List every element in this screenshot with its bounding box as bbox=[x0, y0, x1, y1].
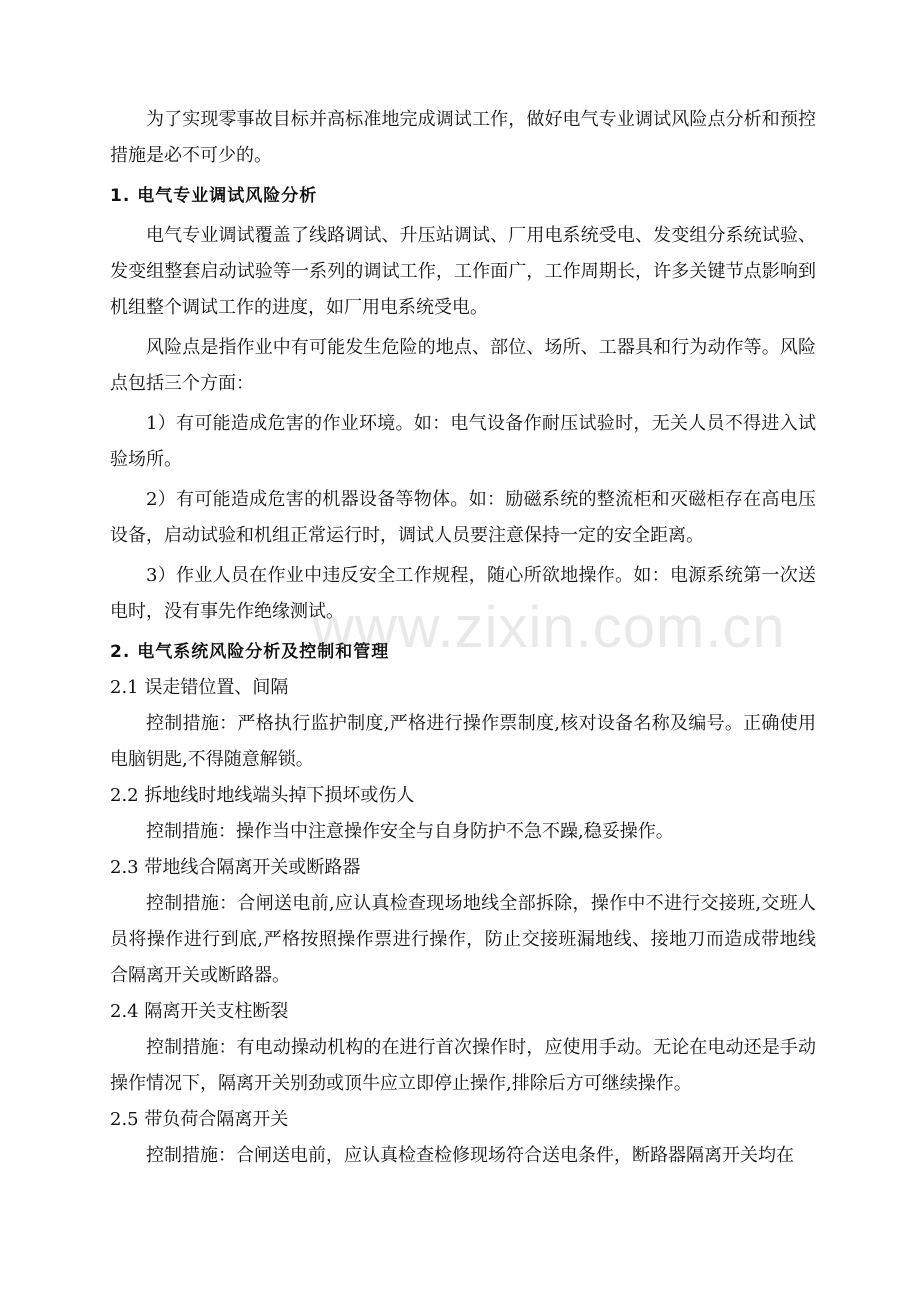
section-heading-2: 2. 电气系统风险分析及控制和管理 bbox=[110, 642, 390, 662]
list-item-3: 3）作业人员在作业中违反安全工作规程，随心所欲地操作。如：电源系统第一次送电时，没有事先作绝缘测试。 bbox=[110, 565, 816, 622]
subsection-heading-2-2: 2.2 拆地线时地线端头掉下损坏或伤人 bbox=[110, 785, 415, 806]
subsection-heading-2-1: 2.1 误走错位置、间隔 bbox=[110, 677, 289, 698]
subsection-text-2-4: 控制措施：有电动操动机构的在进行首次操作时，应使用手动。无论在电动还是手动操作情况下，隔离开关别劲或顶牛应立即停止操作,排除后方可继续操作。 bbox=[110, 1037, 816, 1094]
subsection-text-2-2: 控制措施：操作当中注意操作安全与自身防护不急不躁,稳妥操作。 bbox=[146, 821, 674, 842]
subsection-text-2-1: 控制措施：严格执行监护制度,严格进行操作票制度,核对设备名称及编号。正确使用电脑钥匙,不得随意解锁。 bbox=[110, 713, 816, 770]
list-item-1: 1）有可能造成危害的作业环境。如：电气设备作耐压试验时，无关人员不得进入试验场所。 bbox=[110, 413, 816, 470]
subsection-heading-2-5: 2.5 带负荷合隔离开关 bbox=[110, 1109, 289, 1130]
paragraph-scope: 电气专业调试覆盖了线路调试、升压站调试、厂用电系统受电、发变组分系统试验、发变组整套启动试验等一系列的调试工作，工作面广，工作周期长，许多关键节点影响到机组整个调试工作的进度，如厂用电系统受电。 bbox=[110, 225, 816, 318]
subsection-heading-2-3: 2.3 带地线合隔离开关或断路器 bbox=[110, 857, 361, 878]
watermark: www.zixin.com.cn bbox=[312, 595, 786, 660]
paragraph-risk-definition: 风险点是指作业中有可能发生危险的地点、部位、场所、工器具和行为动作等。风险点包括三个方面： bbox=[110, 337, 816, 394]
intro-paragraph: 为了实现零事故目标并高标准地完成调试工作，做好电气专业调试风险点分析和预控措施是必不可少的。 bbox=[110, 109, 816, 166]
subsection-text-2-3: 控制措施：合闸送电前,应认真检查现场地线全部拆除，操作中不进行交接班,交班人员将操作进行到底,严格按照操作票进行操作，防止交接班漏地线、接地刀而造成带地线合隔离开关或断路器。 bbox=[110, 893, 816, 986]
section-heading-1: 1. 电气专业调试风险分析 bbox=[110, 186, 318, 206]
document-body bbox=[110, 102, 816, 1174]
list-item-2: 2）有可能造成危害的机器设备等物体。如：励磁系统的整流柜和灭磁柜存在高电压设备，启动试验和机组正常运行时，调试人员要注意保持一定的安全距离。 bbox=[110, 489, 816, 546]
subsection-text-2-5: 控制措施：合闸送电前，应认真检查检修现场符合送电条件，断路器隔离开关均在 bbox=[146, 1145, 794, 1166]
subsection-heading-2-4: 2.4 隔离开关支柱断裂 bbox=[110, 1001, 289, 1022]
